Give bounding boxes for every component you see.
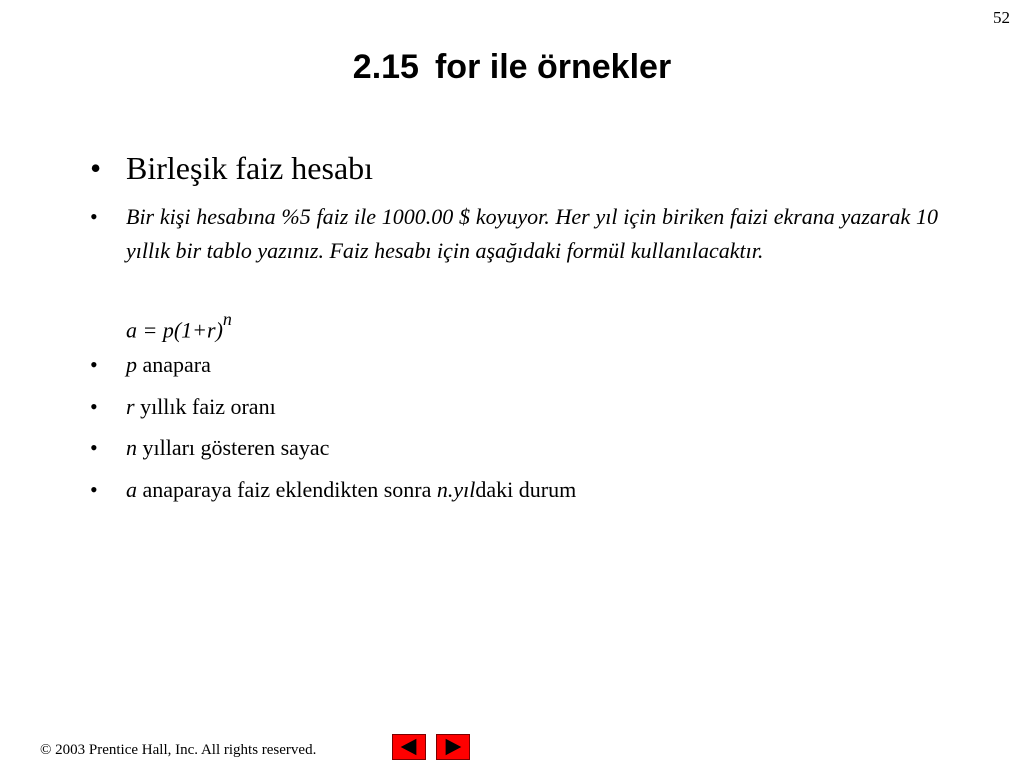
desc-a: anaparaya faiz eklendikten sonra xyxy=(137,477,437,502)
bullet-p xyxy=(126,348,211,382)
bullet-r xyxy=(126,390,276,424)
var-n: n xyxy=(126,435,137,460)
slide-title xyxy=(0,48,1024,87)
bullet-marker: • xyxy=(90,352,98,377)
desc-r: yıllık faiz oranı xyxy=(134,394,276,419)
copyright-footer: © 2003 Prentice Hall, Inc. All rights reserved. xyxy=(40,742,317,758)
title-text: for ile örnekler xyxy=(434,48,672,86)
bullet-heading: Birleşik faiz hesabı xyxy=(126,150,374,186)
problem-statement: Bir kişi hesabına %5 faiz ile 1000.00 $ koyuyor. Her yıl için biriken faizi ekrana yazarak 10 yıllık bir tablo yazınız. Faiz hesabı için aşağıdaki formül kullanılacaktır. xyxy=(126,204,938,263)
var-r: r xyxy=(126,394,135,419)
previous-slide-button[interactable] xyxy=(392,734,426,760)
desc-p: anapara xyxy=(137,352,211,377)
left-arrow-icon xyxy=(393,735,425,759)
right-arrow-icon xyxy=(437,735,469,759)
page-number: 52 xyxy=(993,8,1010,27)
var-a: a xyxy=(126,477,137,502)
section-number: 2.15 xyxy=(352,48,419,86)
formula-base: a = p(1+r) xyxy=(126,317,223,343)
bullet-marker: • xyxy=(90,477,98,502)
bullet-marker: • xyxy=(90,150,102,186)
next-slide-button[interactable] xyxy=(436,734,470,760)
bullet-marker: • xyxy=(90,204,98,229)
bullet-a xyxy=(126,473,576,507)
var-p: p xyxy=(126,352,137,377)
formula-exponent: n xyxy=(222,309,232,329)
formula xyxy=(126,306,232,347)
bullet-n xyxy=(126,431,329,465)
year-term: n.yıl xyxy=(436,477,476,502)
bullet-marker: • xyxy=(90,394,98,419)
desc-n: yılları gösteren sayac xyxy=(137,435,330,460)
desc-a-tail: daki durum xyxy=(475,477,577,502)
bullet-marker: • xyxy=(90,435,98,460)
